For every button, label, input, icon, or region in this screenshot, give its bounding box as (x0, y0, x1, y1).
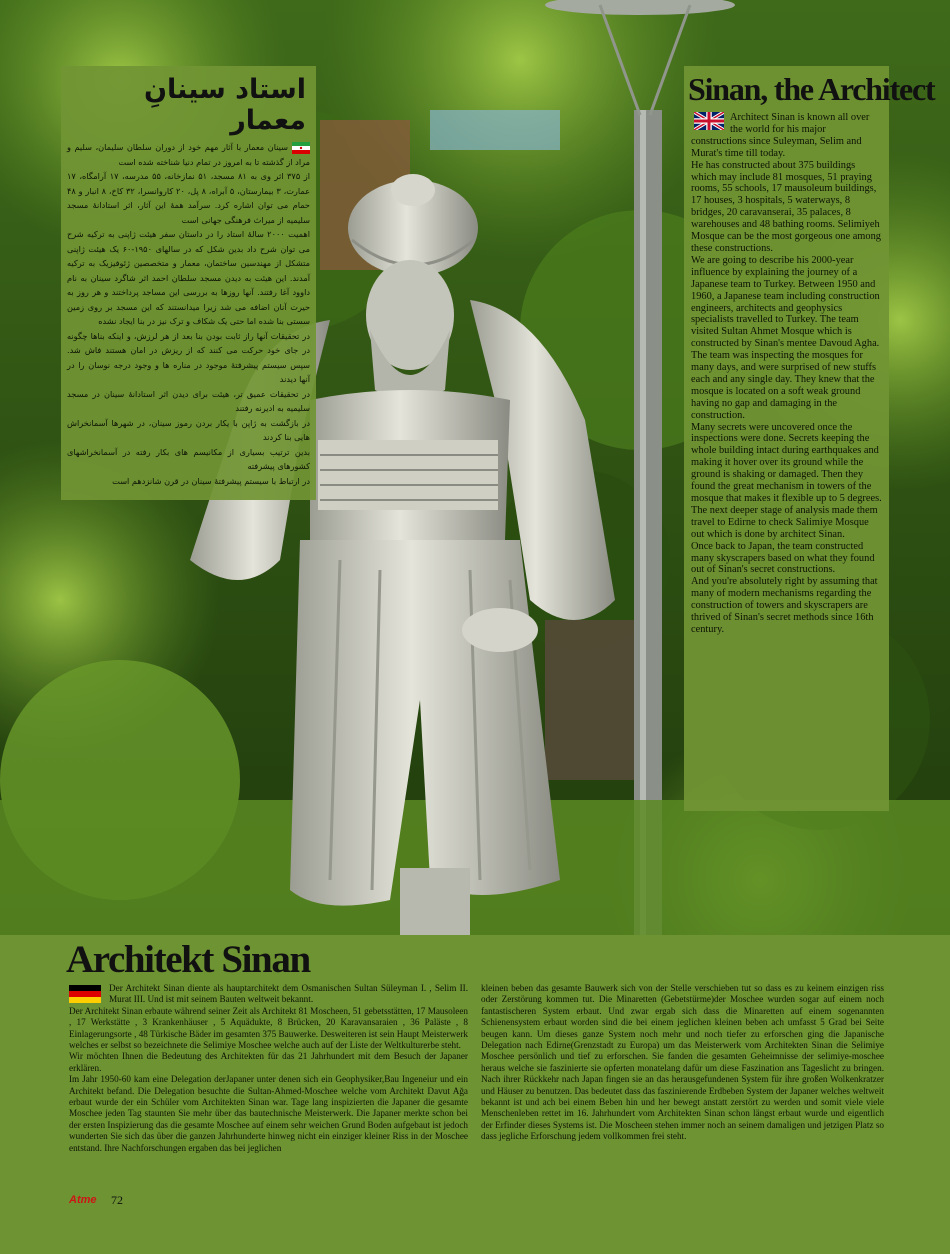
page-number: 72 (111, 1193, 123, 1207)
persian-paragraph: بدین ترتیب بسیاری از مکانیسم های بکار رفته در آسمانخراشهای کشورهای پیشرفته (67, 446, 310, 471)
persian-paragraph: از ۳۷۵ اثر وی به ۸۱ مسجد، ۵۱ نمازخانه، ۵۵ مدرسه، ۱۷ آرامگاه، ۱۷ عمارت، ۳ بیمارستان، ۵ آبراه، ۸ پل، ۲۰ کاروانسرا، ۳۲ کاخ، ۸ انبار و ۴۸ حمام می توان اشاره کرد. سرآمد همهٔ این آثار، اثر استادانهٔ مسجد سلیمیه از میراث فرهنگی جهانی است (67, 171, 310, 225)
german-paragraph: Der Architekt Sinan erbaute während seiner Zeit als Architekt 81 Moscheen, 51 gebetsstätten, 17 Mausoleen , 17 Werkstätte , 3 Krankenhäuser , 5 Aquädukte, 8 Brücken, 20 Karavansaraien , 36 Paläste , 8 Einlagerungsorte , 48 Türkische Bäder im gesamten 375 Bauwerke. Desweiteren ist sein Haupt Meisterwerk welches er selbst so bezeichnete die Selimiye Moschee welche auch auf der Liste der Weltkulturerbe steht. (69, 1005, 468, 1051)
german-left-column (69, 983, 468, 1154)
german-title: Architekt Sinan (66, 938, 310, 981)
english-paragraph: Many secrets were uncovered once the inspections were done. Secrets keeping the whole building intact during earthquakes and making it hover over its ground while the ground is shaking or damaged. Then they found the great mechanism in towers of the mosque that makes it flexible up to 5 degrees. (691, 421, 882, 504)
english-title: Sinan, the Architect (688, 71, 935, 107)
english-paragraph: Once back to Japan, the team constructed many skyscrapers based on what they found out of Sinan's secret constructions. (691, 540, 875, 576)
english-paragraph (691, 112, 883, 160)
german-paragraph (69, 983, 468, 1006)
german-paragraph: kleinen beben das gesamte Bauwerk sich von der Stelle verschieben tut so dass es zu keinem einzigen riss oder Zerstörung kommen tut. Die Minaretten (Gebetstürme)der Moschee wurden sogar auf einem noch fantastischeren System erbaut. Und zwar ergab sich dass die Minaretten auf einem sogenannten Schienensystem erbaut worden sind die bei einem jeglichen kleinen beben ach umfasst 5 Grad bei Seite beugen kann. Um dieses ganze System noch mehr und noch tiefer zu erforschen ging die Japanische Delegation nach Edirne(Grenzstadt zu Europa) um das Meisterwerk vom Architekten Sinan die Selimiye Moschee persönlich und tief zu erforschen. Sie fanden die gesamten Geheimnisse der selimiye-moschee heraus welche sie faszinierte sie opferten monatelang dafür um diese Faszination ans Tageslicht zu bringen. Nach ihrer Rückkehr nach Japan fingen sie an das herausgefundenen System für ihre großen Wolkenkratzer und Häuser zu benutzen. Das bedeutet dass das faszinierende Erdbeben System der Japaner welches weltweit bekannt ist und ach bei einem Beben hin und her bewegt anstatt zerstört zu werden und somit viele viele Menschenleben rettet im 16. Jahrhundert vom Architekten Sinan schon längst erbaut wurde und eigentlich der Erfinder dieses Systems ist. Die Moscheen stehen immer noch an seinem damaligen und jetzigen Platz so dass jegliche Erforschung jedem vollkommen frei steht. (481, 983, 884, 1142)
persian-paragraph: اهمیت ۲۰۰۰ سالهٔ استاد را در داستان سفر هیئت ژاپنی به ترکیه شرح می توان شرح داد بدین شکل که در سالهای ۱۹۵۰-۶۰ یک هیئت ژاپنی متشکل از مهندسین ساختمان، معمار و متخصصین ژئوفیزیک به ترکیه آمدند. این هیئت به دیدن مسجد سلطان احمد اثر شاگرد سینان به نام داوود آغا رفتند. آنها روزها به بررسی این مساجد پرداختند و هر روز به حیرت آنان اضافه می شد زیرا میدانستند که این مسجد بر روی زمین سستی بنا شده اما حتی یک شکاف و ترک نیز در بنا ایجاد نشده (67, 229, 310, 326)
persian-paragraph: در ارتباط با سیستم پیشرفتهٔ سینان در قرن شانزدهم است (112, 475, 310, 486)
persian-text-box (61, 66, 316, 500)
magazine-logo: Atme (69, 1194, 97, 1206)
persian-paragraph: در تحقیقات آنها راز ثابت بودن بنا بعد از هر لرزش، و اینکه بناها چگونه در جای خود حرکت می کنند که از ریزش در امان هستند فاش شد. سپس سیستم پیشرفتهٔ موجود در مناره ها و وجود درجه نوسان را در آنها دیدند (67, 330, 310, 384)
english-text-box (684, 66, 935, 811)
english-paragraph: And you're absolutely right by assuming that many of modern mechanisms regarding the construction of towers and skyscrapers are thrived of Sinan's secret methods since 16th century. (691, 576, 878, 635)
persian-paragraph: در تحقیقات عمیق تر، هیئت برای دیدن اثر استادانهٔ سینان در مسجد سلیمیه به ادیرنه رفتند (67, 388, 310, 413)
english-paragraph: He has constructed about 375 buildings which may include 81 mosques, 51 praying rooms, 55 schools, 17 mausoleum buildings, 17 houses, 3 hospitals, 5 waterways, 8 bridges, 20 caravanserai, 35 palaces, 8 warehouses and 48 bathing rooms. Selimiyeh Mosque can be the most gorgeous one among these constructions. (691, 159, 881, 254)
persian-title: استاد سینانِ معمار (144, 74, 306, 136)
iran-flag-icon (292, 142, 310, 154)
persian-paragraph (67, 140, 310, 169)
english-paragraph: We are going to describe his 2000-year influence by explaining the journey of a Japanese team to Turkey. Between 1950 and 1960, a Japanese team including construction engineers, architects and geophysics specialists travelled to Turkey. The team visited Sultan Ahmet Mosque which is constructed by Sinan's mentee Davoud Agha. The team was inspecting the mosques for many days, and were surprised of new stuffs each and any single day. They knew that the mosque is located on a soft weak ground having no gap and damaging in the construction. (691, 254, 880, 421)
german-paragraph: Wir möchten Ihnen die Bedeutung des Architekten für das 21 Jahrhundert mit dem Besuch der Japaner erklären. (69, 1051, 468, 1073)
persian-line: سینان معمار با آثار مهم خود از دوران سلطان سلیمان، سلیم و مراد از گذشته تا به امروز در تمام دنیا شناخته شده است (67, 142, 310, 167)
german-line: Der Architekt Sinan diente als hauptarchitekt dem Osmanischen Sultan Süleyman I. , Selim II. Murat III. Und ist mit seinem Bauten weltweit bekannt. (109, 983, 468, 1005)
english-line: Architect Sinan is known all over the world for his major constructions since Suleyman, Selim and Murat's time till today. (691, 112, 870, 159)
german-paragraph: Im Jahr 1950-60 kam eine Delegation derJapaner unter denen sich ein Geophysiker,Bau Ingeneiur und ein Architekt befand. Die Delegation besuchte die Sultan-Ahmed-Moschee welche vom Architekt Davut Ağa erbaut wurde der ein Schüler vom Architekten Sinan war. Tage lang inspizierten die Japaner die gesamte Moschee jeden Tag staunten Sie mehr über das bautechnische Meisterwerk. Die Japaner merkte schon bei der ersten Inspizierung das die gesamte Moschee auf einem sehr weichen Grund Boden aufgebaut ist jedoch wunderten Sie sich das über die ganzen Jahrhunderte hinweg nicht ein einziger kleiner Riss in der Moschee entstand. Ihre Nachforschungen ergaben das bei jeglichen (69, 1074, 468, 1153)
english-paragraph: The next deeper stage of analysis made them travel to Edirne to check Salimiye Mosque out which is done by architect Sinan. (691, 504, 878, 540)
german-right-column (481, 983, 884, 1143)
persian-paragraph: در بازگشت به ژاپن با یکار بردن رموز سینان، در شهرها آسمانخراش هایی بنا کردند (67, 417, 310, 442)
germany-flag-icon (69, 985, 101, 1003)
uk-flag-icon (694, 112, 724, 130)
